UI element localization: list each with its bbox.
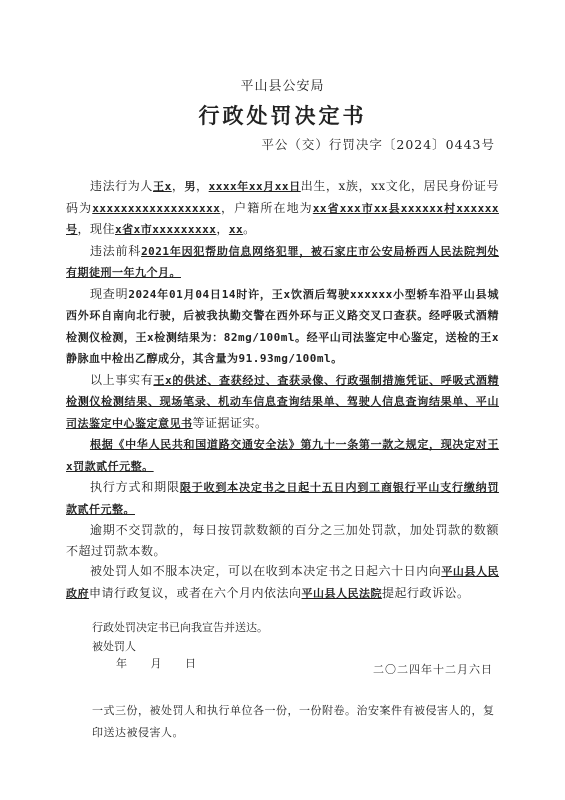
appeal-paragraph bbox=[66, 561, 499, 604]
service-statement: 行政处罚决定书已向我宣告并送达。 bbox=[92, 621, 268, 634]
offender-lead: 违法行为人 bbox=[90, 179, 153, 193]
offender-text: 出生，x族，xx文化，居民身份证号码为 bbox=[66, 179, 500, 215]
issue-date: 二〇二四年十二月六日 bbox=[373, 663, 493, 676]
prior-record-lead: 违法前科 bbox=[90, 243, 142, 258]
copies-note: 一式三份，被处罚人和执行单位各一份，一份附卷。治安案件有被侵害人的，复印送达被侵害人。 bbox=[92, 704, 495, 739]
execution-text: 限于收到本决定书之日起十五日内到工商银行平山支行缴纳罚款贰仟元整。 bbox=[66, 481, 499, 516]
offender-dob: xxxx年xx月xx日 bbox=[208, 180, 301, 193]
offender-id-number: xxxxxxxxxxxxxxxxxx bbox=[92, 201, 221, 215]
prior-record-paragraph bbox=[66, 241, 499, 284]
document-title: 行政处罚决定书 bbox=[198, 103, 367, 128]
evidence-end: 等证据证实。 bbox=[192, 415, 268, 430]
sep: ， bbox=[216, 222, 229, 236]
document-number: 平公（交）行罚决字〔2024〕0443号 bbox=[261, 137, 495, 152]
appeal-end: 提起行政诉讼。 bbox=[382, 585, 470, 600]
sep: ， bbox=[171, 179, 185, 193]
prior-record-text: 2021年因犯帮助信息网络犯罪，被石家庄市公安局桥西人民法院判处有期徒刑一年九个月。 bbox=[66, 244, 499, 279]
appeal-government: 平山县人民政府 bbox=[66, 565, 499, 600]
decision-paragraph bbox=[66, 434, 499, 477]
offender-hukou: xx省xxx市xx县xxxxxx村xxxxxx号 bbox=[66, 201, 499, 236]
document-body bbox=[66, 176, 499, 604]
offender-residence: x省x市xxxxxxxxx bbox=[115, 223, 217, 236]
offender-gender: 男 bbox=[184, 180, 197, 193]
facts-text: 2024年01月04日14时许，王x饮酒后驾驶xxxxxx小型轿车沿平山县城西外环自南向北行驶，后被我执勤交警在西外环与正义路交叉口查获。经呼吸式酒精检测仪检测，王x检测结果为：82mg/100ml。经平山司法鉴定中心鉴定，送检的王x静脉血中检出乙醇成分，其含量为91.93mg/100ml。 bbox=[66, 287, 499, 365]
facts-lead: 现查明 bbox=[90, 286, 129, 301]
evidence-lead: 以上事实有 bbox=[90, 372, 154, 387]
facts-paragraph bbox=[66, 284, 499, 370]
offender-name: 王x bbox=[153, 180, 172, 193]
appeal-lead: 被处罚人如不服本决定，可以在收到本决定书之日起六十日内向 bbox=[90, 564, 442, 578]
offender-text: ，现住 bbox=[77, 222, 116, 236]
sep: 。 bbox=[243, 222, 256, 236]
offender-info-paragraph bbox=[66, 176, 499, 241]
late-payment-paragraph: 逾期不交罚款的，每日按罚款数额的百分之三加处罚款，加处罚款的数额不超过罚款本数。 bbox=[66, 523, 499, 558]
evidence-paragraph bbox=[66, 370, 499, 435]
evidence-text: 王x的供述、查获经过、查获录像、行政强制措施凭证、呼吸式酒精检测仪检测结果、现场笔录、机动车信息查询结果单、驾驶人信息查询结果单、平山司法鉴定中心鉴定意见书 bbox=[66, 373, 499, 430]
decision-text: 根据《中华人民共和国道路交通安全法》第九十一条第一款之规定，现决定对王x罚款贰仟元整。 bbox=[66, 438, 499, 473]
appeal-court: 平山县人民法院 bbox=[301, 586, 383, 600]
offender-work: xx bbox=[228, 223, 244, 236]
service-acknowledgement bbox=[92, 618, 268, 656]
issuing-agency: 平山县公安局 bbox=[240, 79, 325, 94]
appeal-text: 申请行政复议，或者在六个月内依法向 bbox=[89, 585, 302, 600]
execution-paragraph bbox=[66, 477, 499, 520]
penalized-person-label: 被处罚人 bbox=[92, 640, 136, 653]
sep: ， bbox=[196, 179, 209, 193]
signature-date-blanks: 年 月 日 bbox=[116, 657, 196, 670]
offender-text: ，户籍所在地为 bbox=[220, 200, 313, 215]
execution-lead: 执行方式和期限 bbox=[90, 480, 180, 494]
